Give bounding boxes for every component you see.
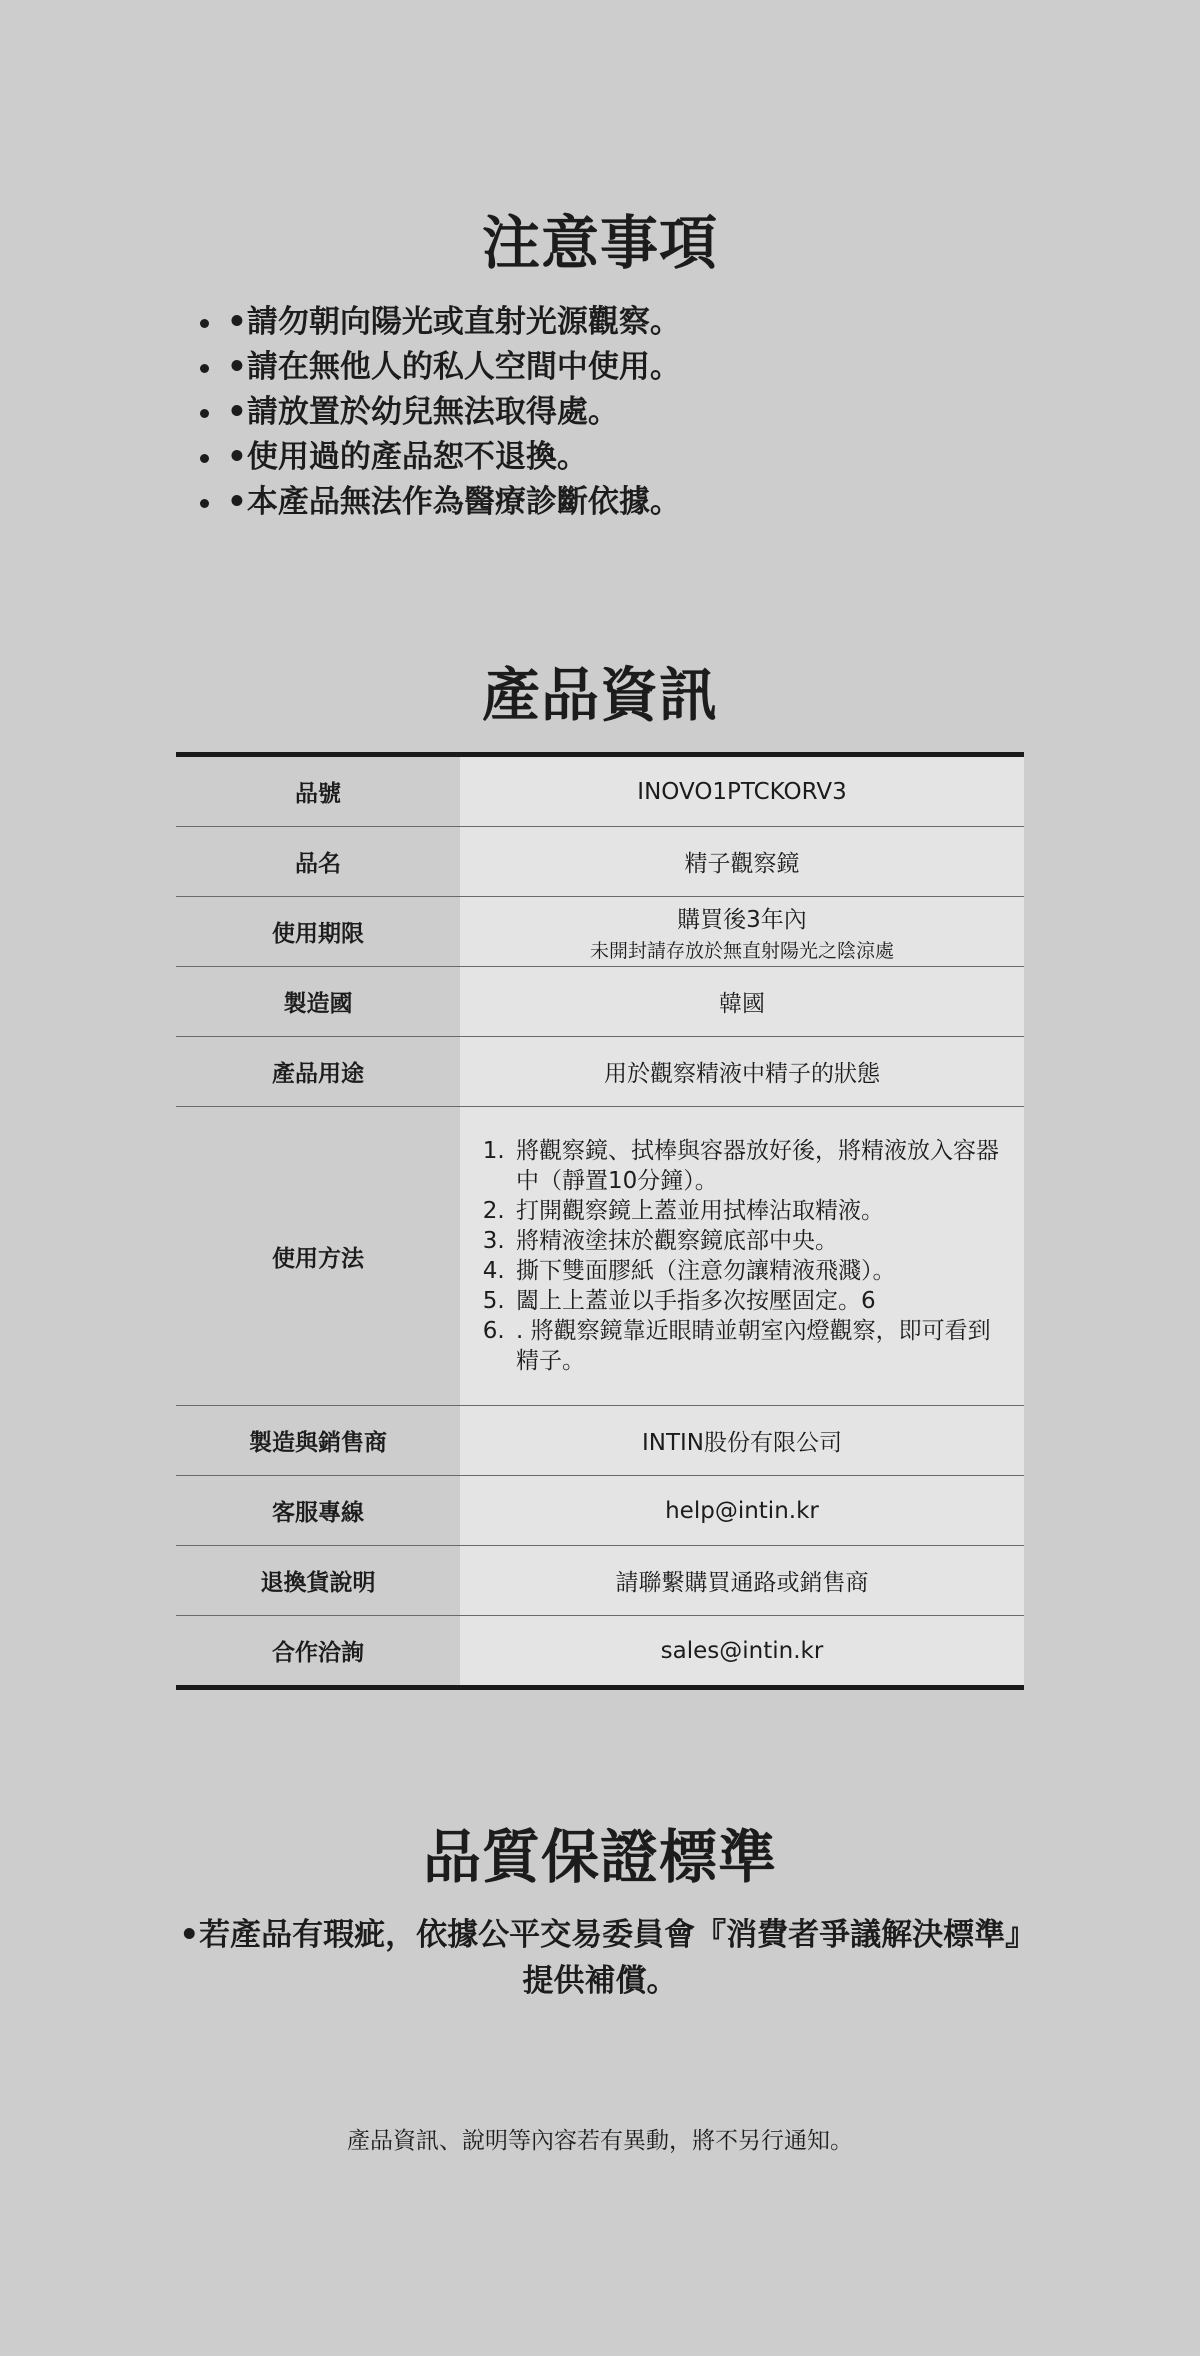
row-label-product-name: 品名 [176, 827, 460, 897]
footer-note: 產品資訊、說明等內容若有異動，將不另行通知。 [347, 2128, 853, 2154]
caution-item: • •請在無他人的私人空間中使用。 [225, 345, 681, 390]
row-value-item-number: INOVO1PTCKORV3 [460, 755, 1024, 827]
row-value-usage [460, 1107, 1024, 1406]
usage-step: 5. 闔上上蓋並以手指多次按壓固定。6 [512, 1286, 1006, 1316]
row-value-product-name: 精子觀察鏡 [460, 827, 1024, 897]
row-value-purpose: 用於觀察精液中精子的狀態 [460, 1037, 1024, 1107]
row-label-partnership: 合作洽詢 [176, 1616, 460, 1688]
table-row [176, 1476, 1024, 1546]
quality-text: •若產品有瑕疵，依據公平交易委員會『消費者爭議解決標準』提供補償。 [179, 1917, 1021, 1999]
caution-item: • •使用過的產品恕不退換。 [225, 435, 681, 480]
row-value-expiry [460, 897, 1024, 967]
cautions-list [195, 300, 681, 525]
row-label-item-number: 品號 [176, 755, 460, 827]
quality-title: 品質保證標準 [422, 1823, 777, 1891]
usage-step: 6. . 將觀察鏡靠近眼睛並朝室內燈觀察，即可看到精子。 [512, 1316, 1006, 1376]
row-value-partnership: sales@intin.kr [460, 1616, 1024, 1688]
row-label-purpose: 產品用途 [176, 1037, 460, 1107]
row-label-country: 製造國 [176, 967, 460, 1037]
row-label-usage: 使用方法 [176, 1107, 460, 1406]
row-label-customer-service: 客服專線 [176, 1476, 460, 1546]
table-row [176, 755, 1024, 827]
table-row [176, 1546, 1024, 1616]
row-label-returns: 退換貨說明 [176, 1546, 460, 1616]
row-value-country: 韓國 [460, 967, 1024, 1037]
caution-item: • •請勿朝向陽光或直射光源觀察。 [225, 300, 681, 345]
caution-item: • •請放置於幼兒無法取得處。 [225, 390, 681, 435]
table-row [176, 1107, 1024, 1406]
row-value-manufacturer: INTIN股份有限公司 [460, 1406, 1024, 1476]
usage-step: 4. 撕下雙面膠紙（注意勿讓精液飛濺）。 [512, 1256, 1006, 1286]
cautions-title: 注意事項 [481, 209, 718, 277]
row-value-customer-service: help@intin.kr [460, 1476, 1024, 1546]
table-row [176, 897, 1024, 967]
caution-item: • •本產品無法作為醫療診斷依據。 [225, 480, 681, 525]
usage-steps-list [512, 1136, 1006, 1376]
table-row [176, 1037, 1024, 1107]
usage-step: 3. 將精液塗抹於觀察鏡底部中央。 [512, 1226, 1006, 1256]
product-info-title: 產品資訊 [481, 661, 718, 729]
expiry-main: 購買後3年內 [677, 906, 807, 933]
row-value-returns: 請聯繫購買通路或銷售商 [460, 1546, 1024, 1616]
product-info-table [176, 752, 1024, 1690]
row-label-manufacturer: 製造與銷售商 [176, 1406, 460, 1476]
expiry-storage-note: 未開封請存放於無直射陽光之陰涼處 [589, 939, 894, 962]
table-row [176, 967, 1024, 1037]
row-label-expiry: 使用期限 [176, 897, 460, 967]
table-row [176, 1616, 1024, 1688]
usage-step: 1. 將觀察鏡、拭棒與容器放好後，將精液放入容器中（靜置10分鐘）。 [512, 1136, 1006, 1196]
usage-step: 2. 打開觀察鏡上蓋並用拭棒沾取精液。 [512, 1196, 1006, 1226]
table-row [176, 827, 1024, 897]
table-row [176, 1406, 1024, 1476]
